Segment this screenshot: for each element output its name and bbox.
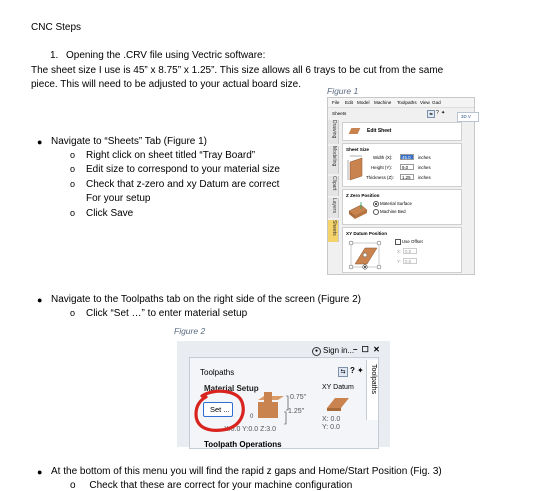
window-controls[interactable]: – ☐ ✕ <box>353 345 381 354</box>
side-tab-drawing[interactable] <box>328 120 339 144</box>
sub-bullet-click-save: Click Save <box>86 208 134 219</box>
sub-bullet-right-click: Right click on sheet titled “Tray Board” <box>86 150 256 161</box>
menu-file[interactable]: File <box>332 100 340 105</box>
thickness-input[interactable]: 1.25 <box>400 174 414 180</box>
z-zero-panel <box>342 189 462 225</box>
width-unit: inches <box>418 155 431 160</box>
radio-dot <box>375 203 377 205</box>
machine-bed-label: Machine Bed <box>380 209 406 214</box>
material-setup-title: Material Setup <box>204 384 259 393</box>
datum-x-coord: X: 0.0 <box>322 416 341 423</box>
toolpaths-panel <box>189 357 379 449</box>
bullet-rapid-z: At the bottom of this menu you will find the rapid z gaps and Home/Start Position (Fig. 3) <box>51 466 442 477</box>
menu-model[interactable]: Model <box>357 100 370 105</box>
menu-view[interactable]: View <box>420 100 430 105</box>
menu-edit[interactable]: Edit <box>345 100 353 105</box>
sheets-panel-title: Sheets <box>332 111 347 116</box>
sub-bullet-circle: o <box>70 480 76 491</box>
offset-y-input[interactable]: 0.0 <box>403 258 417 264</box>
figure-2-caption: Figure 2 <box>174 326 206 336</box>
z-zero-diagram <box>347 201 369 221</box>
radio-machine-bed[interactable] <box>373 209 379 215</box>
sheet-size-paragraph: The sheet size I use is 45” x 8.75” x 1.25”. This size allows all 6 trays to be cut from the same <box>31 65 444 76</box>
menu-toolpaths[interactable]: Toolpaths <box>397 100 417 105</box>
side-tab-modeling-label: Modeling <box>331 146 337 167</box>
bullet-dot: ● <box>37 467 43 477</box>
width-input[interactable]: 45.0 <box>400 154 414 160</box>
pushpin-icon[interactable]: ✦ <box>357 366 364 375</box>
sheet-dimension-diagram <box>346 154 366 182</box>
xy-datum-diagram[interactable] <box>347 238 383 270</box>
sheet-size-title: Sheet Size <box>346 147 369 152</box>
side-tab-layers-label: Layers <box>331 198 337 214</box>
sheet-size-paragraph-cont: piece. This will need to be adjusted to your actual board size. <box>31 79 301 90</box>
tab-3d-view[interactable] <box>457 112 479 122</box>
sheets-panel-titlebar <box>328 109 474 118</box>
height-label: Height (Y): <box>371 165 392 170</box>
toolpaths-panel-title: Toolpaths <box>200 368 235 377</box>
sub-bullet-circle: o <box>70 150 76 160</box>
height-unit: inches <box>418 165 431 170</box>
offset-x-label: X: <box>397 249 402 254</box>
red-highlight-circle <box>192 388 248 434</box>
svg-text:0: 0 <box>250 414 254 420</box>
height-input[interactable]: 9.0 <box>400 164 414 170</box>
sub-bullet-circle: o <box>70 164 76 174</box>
sub-bullet-edit-size: Edit size to correspond to your material size <box>86 164 280 175</box>
set-button-label: Set ... <box>210 405 230 414</box>
sign-in-link[interactable]: Sign in... <box>323 346 355 355</box>
help-icon[interactable]: ? <box>436 110 439 116</box>
thickness-label: Thickness (Z): <box>366 175 394 180</box>
side-tab-clipart-label: Clipart <box>331 176 337 191</box>
use-offset-label: Use Offset <box>402 239 423 244</box>
tab-3d-view-label: 3D V <box>461 114 471 119</box>
bullet-dot: ● <box>37 137 43 147</box>
sub-bullet-check-config-text: Check that these are correct for your machine configuration <box>89 480 353 491</box>
sub-bullet-circle: o <box>70 179 76 189</box>
pin-icon[interactable]: ⇆ <box>338 367 348 377</box>
figure-2-screenshot <box>177 341 390 447</box>
menu-gadgets[interactable]: Gad <box>432 100 441 105</box>
bullet-sheets-tab: Navigate to “Sheets” Tab (Figure 1) <box>51 136 208 147</box>
help-icon[interactable]: ? <box>350 366 355 375</box>
side-tab-modeling[interactable] <box>328 146 339 174</box>
figure-1-screenshot <box>327 97 475 275</box>
sub-bullet-check-datum: Check that z-zero and xy Datum are correct <box>86 179 280 190</box>
origin-readout: X:0.0 Y:0.0 Z:3.0 <box>224 426 277 433</box>
close-icon[interactable]: ✦ <box>441 110 446 116</box>
step-1-number: 1. <box>50 50 59 61</box>
width-label: Width (X): <box>373 155 393 160</box>
z-zero-title: Z Zero Position <box>346 193 380 198</box>
step-1-text: Opening the .CRV file using Vectric software: <box>66 50 266 61</box>
offset-y-label: Y: <box>397 259 401 264</box>
xy-datum-diagram <box>325 394 351 412</box>
xy-datum-title: XY Datum Position <box>346 231 388 236</box>
sub-bullet-setup-cont: For your setup <box>86 193 151 204</box>
xy-datum-label: XY Datum <box>322 384 354 391</box>
dimension-top-label: 0.75" <box>290 394 307 401</box>
sheet-icon <box>349 128 361 134</box>
edit-sheet-title: Edit Sheet <box>367 128 392 134</box>
sub-bullet-check-config <box>70 480 353 491</box>
toolpath-operations-title: Toolpath Operations <box>204 440 282 449</box>
bullet-dot: ● <box>37 295 43 305</box>
offset-x-input[interactable]: 0.0 <box>403 248 417 254</box>
edit-sheet-header <box>342 122 462 141</box>
radio-material-surface[interactable] <box>373 201 379 207</box>
side-tab-toolpaths[interactable] <box>366 360 378 420</box>
document-heading: CNC Steps <box>31 22 82 33</box>
pin-icon[interactable]: ⇆ <box>427 110 435 118</box>
user-icon[interactable]: ● <box>312 347 321 356</box>
side-tab-layers[interactable] <box>328 198 339 218</box>
sheet-size-panel <box>342 143 462 187</box>
material-surface-label: Material Surface <box>380 201 412 206</box>
sub-bullet-circle: o <box>70 208 76 218</box>
datum-y-coord: Y: 0.0 <box>322 424 340 431</box>
side-tab-drawing-label: Drawing <box>331 120 337 139</box>
side-tab-toolpaths-label: Toolpaths <box>370 364 377 394</box>
side-tab-clipart[interactable] <box>328 176 339 196</box>
sub-bullet-circle: o <box>70 308 76 318</box>
xy-datum-panel <box>342 227 462 273</box>
side-tab-sheets[interactable] <box>328 220 339 242</box>
side-tab-sheets-label: Sheets <box>331 220 337 236</box>
sub-bullet-click-set: Click “Set …” to enter material setup <box>86 308 248 319</box>
dimension-bottom-label: 1.25" <box>288 408 305 415</box>
figure-1-caption: Figure 1 <box>327 86 359 96</box>
use-offset-checkbox[interactable] <box>395 239 401 245</box>
menu-machine[interactable]: Machine <box>374 100 392 105</box>
menu-bar <box>328 98 474 108</box>
thickness-unit: inches <box>418 175 431 180</box>
bullet-toolpaths-tab: Navigate to the Toolpaths tab on the right side of the screen (Figure 2) <box>51 294 361 305</box>
